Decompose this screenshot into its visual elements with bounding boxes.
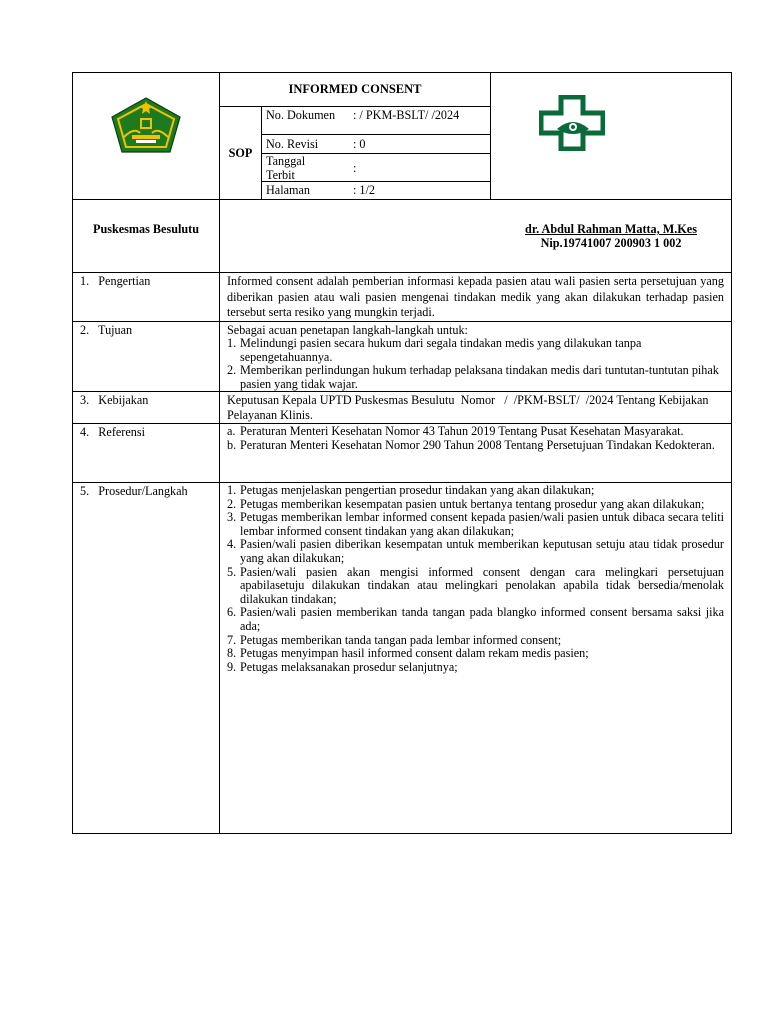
kemenkes-logo-icon — [110, 97, 182, 153]
document-title: INFORMED CONSENT — [288, 82, 422, 96]
title-divider — [219, 106, 490, 107]
field-divider-1 — [261, 134, 490, 135]
section-label-pengertian: 1. Pengertian — [80, 274, 151, 288]
header-divider — [73, 199, 731, 200]
list-item: 1. Melindungi pasien secara hukum dari segala tindakan medis yang dilakukan tanpa sepengetahuannya. — [227, 336, 642, 364]
list-item: 2. Petugas memberikan kesempatan pasien untuk bertanya tentang prosedur yang akan dilakukan; — [227, 496, 705, 511]
list-item: 8. Petugas menyimpan hasil informed consent dalam rekam medis pasien; — [227, 646, 589, 661]
list-item: 5. Pasien/wali pasien akan mengisi informed consent dengan cara melingkari persetujuan apabilasetuju dilakukan tindakan atau melingkari penolakan apabila tidak bersedia/menolak dilakukan tindakan; — [227, 564, 724, 606]
list-item: 2. Memberikan perlindungan hukum terhadap pelaksana tindakan medis dari tuntutan-tuntutan pihak pasien yang tidak wajar. — [227, 363, 719, 391]
prosedur-list — [227, 484, 724, 674]
section-label-referensi: 4. Referensi — [80, 425, 145, 439]
section-body-tujuan — [227, 323, 724, 391]
sop-document — [72, 72, 732, 834]
field-label-tanggal-terbit: Tanggal Terbit — [266, 154, 306, 182]
field-value-no-dokumen: : / PKM-BSLT/ /2024 — [353, 108, 460, 122]
list-item: 6. Pasien/wali pasien memberikan tanda tangan pada blangko informed consent bersama saksi jika ada; — [227, 605, 724, 633]
list-item: b. Peraturan Menteri Kesehatan Nomor 290 Tahun 2008 Tentang Persetujuan Tindakan Kedokteran. — [227, 437, 715, 452]
tujuan-intro: Sebagai acuan penetapan langkah-langkah untuk: — [227, 323, 468, 337]
list-item: 9. Petugas melaksanakan prosedur selanjutnya; — [227, 659, 458, 674]
signature-divider — [73, 272, 731, 273]
field-value-no-revisi: : 0 — [353, 137, 366, 151]
list-item: 1. Petugas menjelaskan pengertian prosedur tindakan yang akan dilakukan; — [227, 483, 595, 497]
section-body-prosedur — [227, 484, 724, 674]
institution-name: Puskesmas Besulutu — [93, 222, 199, 236]
section-label-kebijakan: 3. Kebijakan — [80, 393, 149, 407]
list-item: a. Peraturan Menteri Kesehatan Nomor 43 Tahun 2019 Tentang Pusat Kesehatan Masyarakat. — [227, 424, 684, 438]
section-label-prosedur: 5. Prosedur/Langkah — [80, 484, 188, 498]
tujuan-list — [227, 337, 724, 391]
section-text-pengertian: Informed consent adalah pemberian informasi kepada pasien atau wali pasien serta persetujuan yang diberikan pasien atau wali pasien mengenai tindakan medik yang akan dilakukan terhadap pasien tersebut serta resiko yang mungkin terjadi. — [227, 274, 724, 319]
field-label-no-dokumen: No. Dokumen — [266, 108, 336, 122]
label-column-divider — [219, 73, 220, 833]
list-item: 4. Pasien/wali pasien diberikan kesempatan untuk memberikan keputusan setuju atau tidak prosedur yang akan dilakukan; — [227, 537, 724, 565]
right-logo-divider — [490, 73, 491, 199]
signatory-name: dr. Abdul Rahman Matta, M.Kes — [525, 222, 697, 236]
puskesmas-logo-icon — [539, 95, 605, 151]
section-label-tujuan: 2. Tujuan — [80, 323, 133, 337]
field-label-halaman: Halaman — [266, 183, 310, 197]
sop-label: SOP — [228, 146, 253, 160]
field-value-tanggal-terbit: : — [353, 161, 357, 175]
referensi-list — [227, 425, 724, 453]
section-body-referensi — [227, 425, 724, 453]
section-text-kebijakan: Keputusan Kepala UPTD Puskesmas Besulutu Nomor / /PKM-BSLT/ /2024 Tentang Kebijakan Pelayanan Klinis. — [227, 393, 712, 422]
field-label-no-revisi: No. Revisi — [266, 137, 319, 151]
list-item: 7. Petugas memberikan tanda tangan pada lembar informed consent; — [227, 632, 562, 647]
field-value-halaman: : 1/2 — [353, 183, 376, 197]
signatory-nip: Nip.19741007 200903 1 002 — [540, 236, 682, 250]
list-item: 3. Petugas memberikan lembar informed consent kepada pasien/wali pasien untuk dibaca secara teliti lembar informed consent tindakan yang akan dilakukan; — [227, 510, 724, 538]
row-divider-1 — [73, 321, 731, 322]
